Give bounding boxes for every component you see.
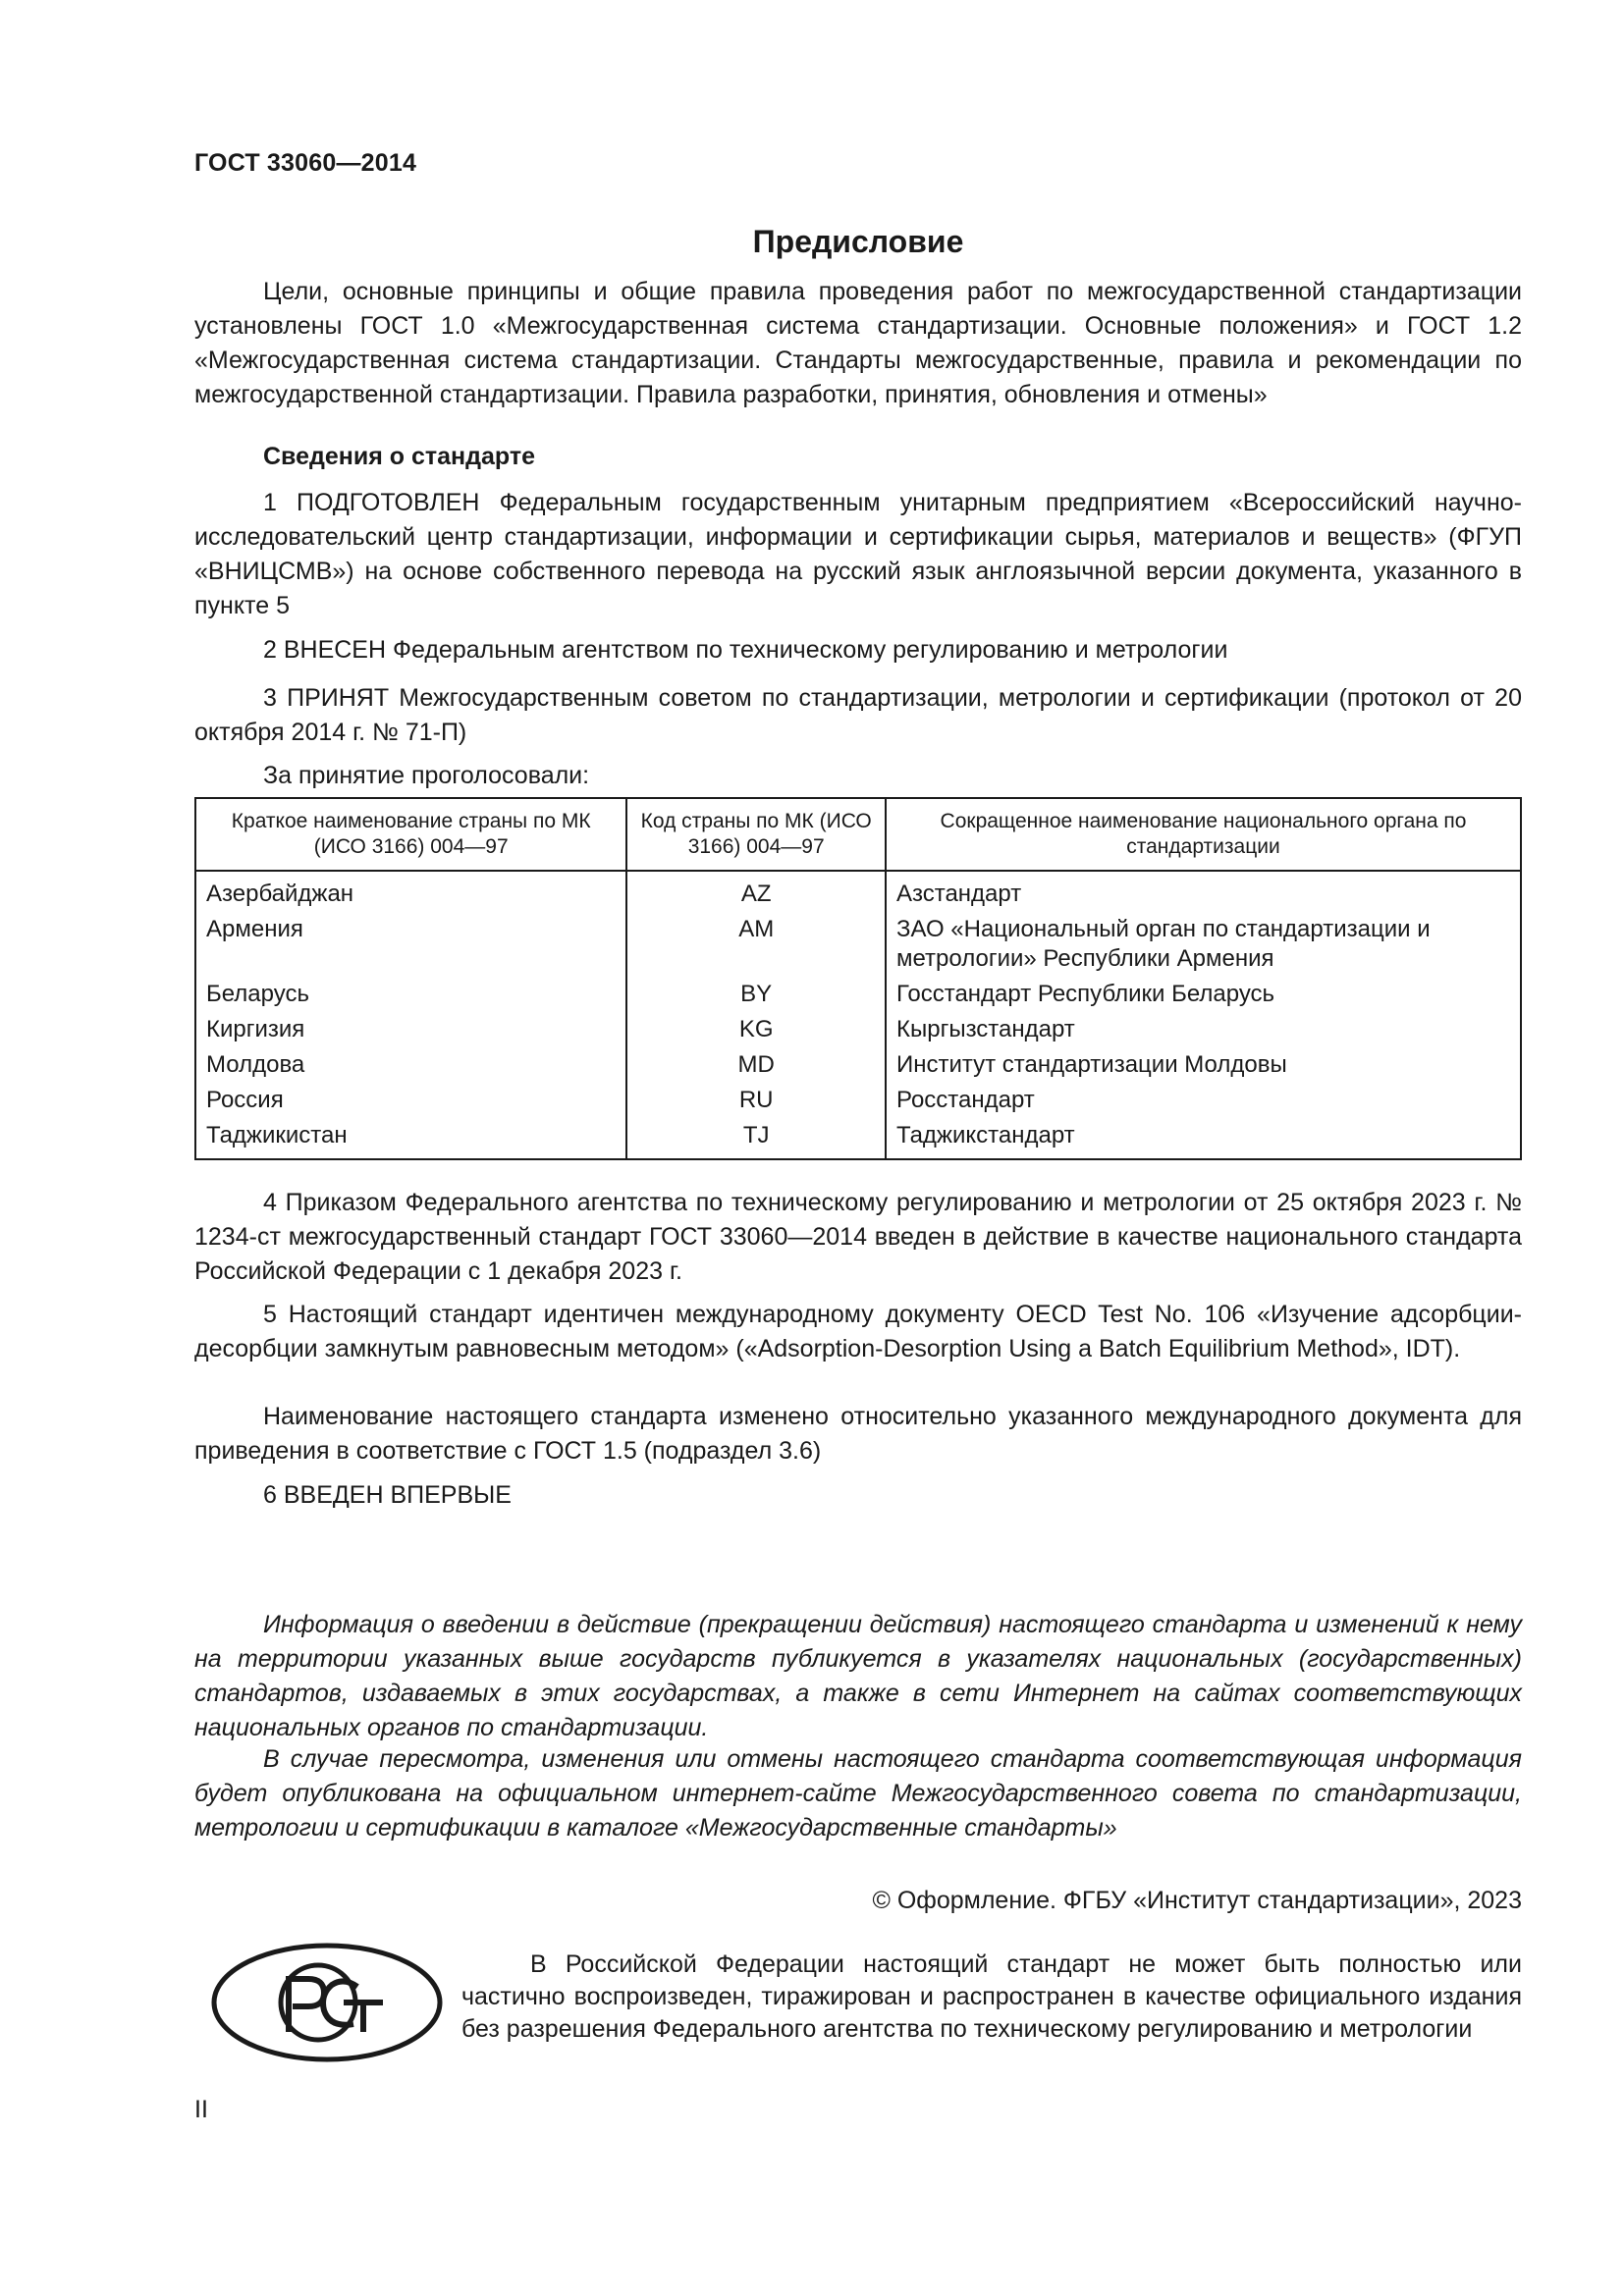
body-cell: Таджикстандарт [895,1122,1075,1148]
body-cell: Институт стандартизации Молдовы [895,1051,1287,1078]
table-row [195,1117,1521,1159]
country-cell: Армения [195,911,626,976]
item-5-name-note: Наименование настоящего стандарта изменено относительно указанного международного документа для приведения в соответствие с ГОСТ 1.5 (подраздел 3.6) [194,1403,1522,1465]
country-cell: Азербайджан [195,871,626,911]
item-6-introduced-first: 6 ВВЕДЕН ВПЕРВЫЕ [263,1481,512,1509]
item-4-order: 4 Приказом Федерального агентства по техническому регулированию и метрологии от 25 октября 2023 г. № 1234-ст межгосударственный стандарт ГОСТ 33060—2014 введен в действие в качестве национального стандарта Российской Федерации с 1 декабря 2023 г. [194,1189,1522,1285]
copyright-notice: © Оформление. ФГБУ «Институт стандартизации», 2023 [872,1887,1522,1914]
column-header-country: Краткое наименование страны по МК (ИСО 3166) 004—97 [195,798,626,871]
table-row [195,1046,1521,1082]
code-cell: AZ [626,871,886,911]
country-cell: Молдова [195,1046,626,1082]
table-row [195,976,1521,1011]
notice-info: Информация о введении в действие (прекращении действия) настоящего стандарта и изменений к нему на территории указанных выше государств публикуется в указателях национальных (государственных) стандартов, издаваемых в этих государствах, а также в сети Интернет на сайтах соответствующих национальных органов по стандартизации. [194,1611,1522,1741]
body-cell: ЗАО «Национальный орган по стандартизации и метрологии» Республики Армения [895,916,1431,972]
body-cell: Кыргызстандарт [895,1016,1075,1042]
table-row [195,1082,1521,1117]
country-cell: Таджикистан [195,1117,626,1159]
document-code: ГОСТ 33060—2014 [194,149,417,177]
column-header-body: Сокращенное наименование национального органа по стандартизации [886,798,1521,871]
voting-countries-table [194,797,1522,1160]
country-cell: Киргизия [195,1011,626,1046]
code-cell: KG [626,1011,886,1046]
code-cell: RU [626,1082,886,1117]
table-row [195,911,1521,976]
notice-revision: В случае пересмотра, изменения или отмены настоящего стандарта соответствующая информация будет опубликована на официальном интернет-сайте Межгосударственного совета по стандартизации, метрологии и сертификации в каталоге «Межгосударственные стандарты» [194,1745,1522,1842]
body-cell: Азстандарт [895,881,1022,907]
code-cell: TJ [626,1117,886,1159]
country-cell: Россия [195,1082,626,1117]
body-cell: Росстандарт [895,1087,1035,1113]
item-3-adopted: 3 ПРИНЯТ Межгосударственным советом по стандартизации, метрологии и сертификации (протокол от 20 октября 2014 г. № 71-П) [194,684,1522,746]
code-cell: AM [626,911,886,976]
table-row [195,1011,1521,1046]
page-number: II [194,2096,208,2123]
voted-label: За принятие проголосовали: [263,762,590,789]
foreword-intro: Цели, основные принципы и общие правила проведения работ по межгосударственной стандартизации установлены ГОСТ 1.0 «Межгосударственная система стандартизации. Основные положения» и ГОСТ 1.2 «Межгосударственная система стандартизации. Стандарты межгосударственные, правила и рекомендации по межгосударственной стандартизации. Правила разработки, принятия, обновления и отмены» [194,278,1522,408]
table-header-row [195,798,1521,871]
item-2-introduced: 2 ВНЕСЕН Федеральным агентством по техническому регулированию и метрологии [263,636,1228,664]
page-title: Предисловие [752,224,964,259]
country-cell: Беларусь [195,976,626,1011]
rights-statement: В Российской Федерации настоящий стандарт не может быть полностью или частично воспроизведен, тиражирован и распространен в качестве официального издания без разрешения Федерального агентства по техническому регулированию и метрологии [461,1950,1522,2043]
body-cell: Госстандарт Республики Беларусь [895,981,1275,1007]
column-header-code: Код страны по МК (ИСО 3166) 004—97 [626,798,886,871]
code-cell: MD [626,1046,886,1082]
item-1-prepared: 1 ПОДГОТОВЛЕН Федеральным государственным унитарным предприятием «Всероссийский научно-исследовательский центр стандартизации, информации и сертификации сырья, материалов и веществ» (ФГУП «ВНИЦСМВ») на основе собственного перевода на русский язык англоязычной версии документа, указанного в пункте 5 [194,489,1522,619]
table-row [195,871,1521,911]
standard-info-heading: Сведения о стандарте [263,443,536,470]
item-5-identical: 5 Настоящий стандарт идентичен международному документу OECD Test No. 106 «Изучение адсорбции-десорбции замкнутым равновесным методом» («Adsorption-Desorption Using a Batch Equilibrium Method», IDT). [194,1301,1522,1362]
rst-certification-logo [210,1942,444,2063]
code-cell: BY [626,976,886,1011]
